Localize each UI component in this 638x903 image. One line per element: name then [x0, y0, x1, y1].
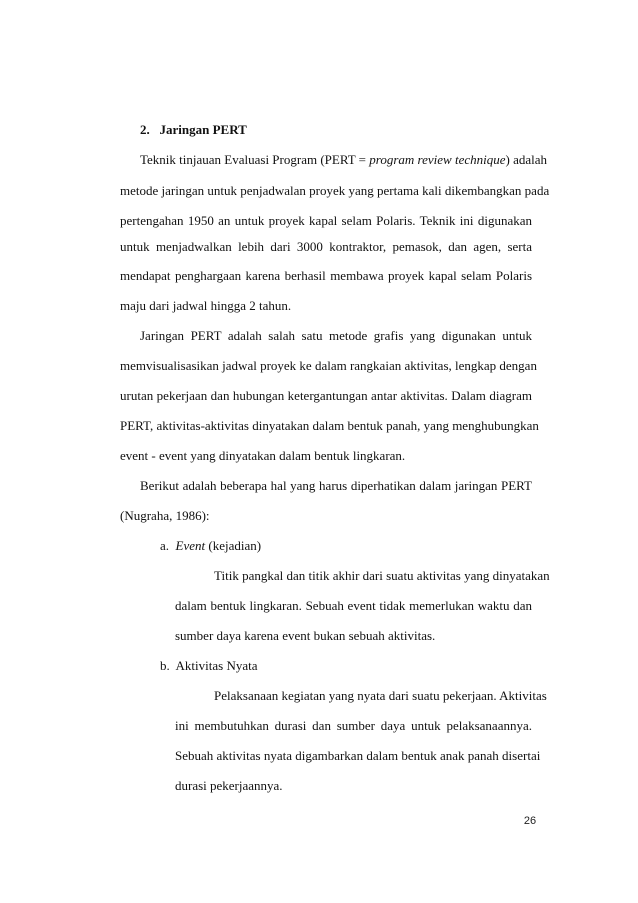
list-marker-b: b. [160, 658, 170, 673]
list-item-b-heading [160, 658, 532, 674]
paragraph-1-line-3: pertengahan 1950 an untuk proyek kapal selam Polaris. Teknik ini digunakan [120, 213, 532, 228]
section-heading [140, 122, 532, 138]
paragraph-1-line-5: mendapat penghargaan karena berhasil membawa proyek kapal selam Polaris [120, 268, 532, 283]
list-marker-a: a. [160, 538, 170, 553]
list-item-b-line-1: Pelaksanaan kegiatan yang nyata dari suatu pekerjaan. Aktivitas [214, 688, 547, 703]
list-item-a-line-3: sumber daya karena event bukan sebuah aktivitas. [175, 628, 436, 643]
list-item-b-term: Aktivitas Nyata [175, 658, 258, 673]
paragraph-1-line-4: untuk menjadwalkan lebih dari 3000 kontraktor, pemasok, dan agen, serta [120, 239, 532, 254]
pert-definition-emphasis: program review technique [369, 152, 506, 167]
paragraph-2-line-5: event - event yang dinyatakan dalam bentuk lingkaran. [120, 448, 406, 463]
paragraph-1-line-1: Teknik tinjauan Evaluasi Program (PERT = program review technique) adalah [140, 152, 548, 167]
paragraph-3-line-2: (Nugraha, 1986): [120, 508, 210, 523]
list-item-a-line-1: Titik pangkal dan titik akhir dari suatu aktivitas yang dinyatakan [214, 568, 550, 583]
list-item-a-line-2: dalam bentuk lingkaran. Sebuah event tidak memerlukan waktu dan [175, 598, 532, 613]
list-item-b-line-4: durasi pekerjaannya. [175, 778, 283, 793]
list-item-b-line-2: ini membutuhkan durasi dan sumber daya untuk pelaksanaannya. [175, 718, 532, 733]
list-item-b-line-3: Sebuah aktivitas nyata digambarkan dalam bentuk anak panah disertai [175, 748, 541, 763]
paragraph-3-line-1: Berikut adalah beberapa hal yang harus diperhatikan dalam jaringan PERT [140, 478, 532, 493]
paragraph-1-line-6: maju dari jadwal hingga 2 tahun. [120, 298, 292, 313]
page-number: 26 [523, 815, 537, 827]
paragraph-2-line-4: PERT, aktivitas-aktivitas dinyatakan dalam bentuk panah, yang menghubungkan [120, 418, 539, 433]
paragraph-2-line-2: memvisualisasikan jadwal proyek ke dalam rangkaian aktivitas, lengkap dengan [120, 358, 537, 373]
section-number: 2. [140, 122, 150, 137]
list-item-a-term: Event [175, 538, 206, 553]
paragraph-2-line-3: urutan pekerjaan dan hubungan ketergantungan antar aktivitas. Dalam diagram [120, 388, 532, 403]
list-item-a-term-suffix: (kejadian) [205, 538, 262, 553]
section-title: Jaringan PERT [159, 122, 247, 137]
paragraph-2-line-1: Jaringan PERT adalah salah satu metode grafis yang digunakan untuk [140, 328, 532, 343]
paragraph-1-line-2: metode jaringan untuk penjadwalan proyek yang pertama kali dikembangkan pada [120, 183, 550, 198]
list-item-a-heading [160, 538, 532, 554]
